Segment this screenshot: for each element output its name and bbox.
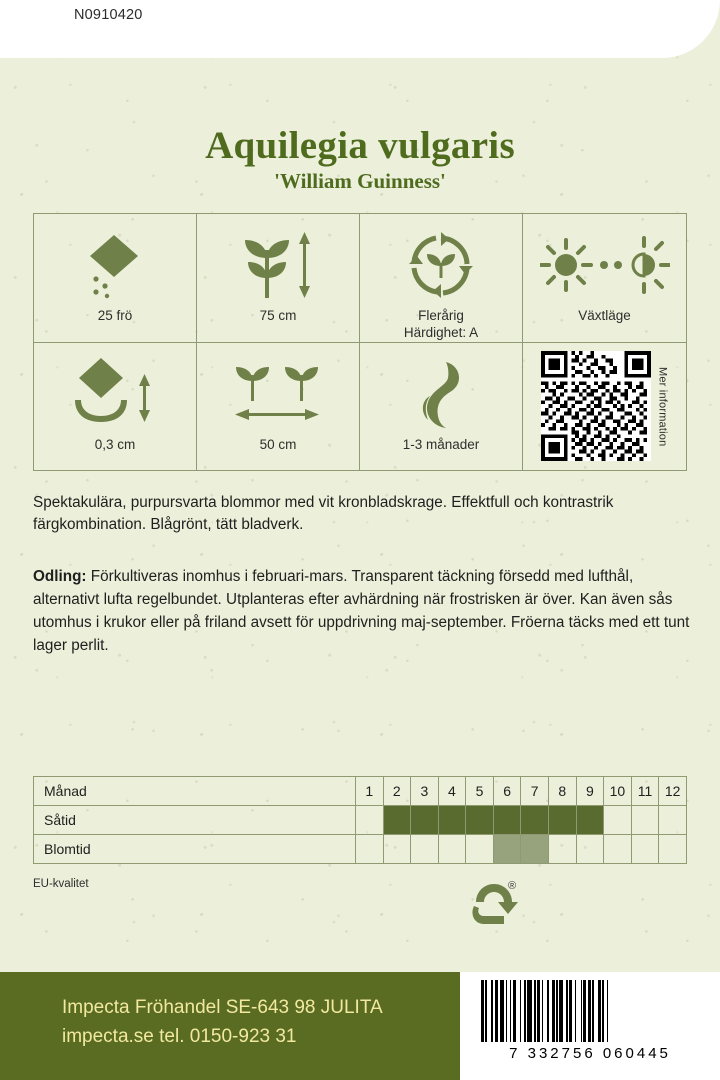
table-row-bloom <box>34 835 687 864</box>
table-row-sowing <box>34 806 687 835</box>
bloom-cell-9 <box>576 835 604 864</box>
month-header-4: 4 <box>438 777 466 806</box>
sowing-cell-4 <box>438 806 466 835</box>
row-label-sowing: Såtid <box>34 806 356 835</box>
info-label-lifecycle: Flerårig Härdighet: A <box>403 308 479 340</box>
info-label-germination: 1-3 månader <box>402 436 480 452</box>
month-header-11: 11 <box>631 777 659 806</box>
info-cell-depth <box>34 343 197 470</box>
bloom-cell-10 <box>604 835 632 864</box>
perennial-cycle-icon <box>401 228 481 302</box>
qr-code-icon[interactable] <box>541 351 651 461</box>
bloom-cell-12 <box>659 835 687 864</box>
seed-sowing-icon <box>76 228 154 302</box>
culture-instructions <box>33 566 693 658</box>
bloom-cell-3 <box>411 835 439 864</box>
plant-height-icon <box>235 228 321 302</box>
germination-time-icon <box>406 357 476 431</box>
month-header-1: 1 <box>355 777 383 806</box>
plant-spacing-icon <box>223 357 333 431</box>
sowing-cell-8 <box>548 806 576 835</box>
sowing-cell-5 <box>466 806 494 835</box>
month-header-3: 3 <box>411 777 439 806</box>
bloom-cell-8 <box>548 835 576 864</box>
sowing-cell-11 <box>631 806 659 835</box>
month-header-8: 8 <box>548 777 576 806</box>
info-cell-more-info[interactable] <box>523 343 686 470</box>
info-label-hardiness: Härdighet: A <box>403 324 479 340</box>
bloom-cell-11 <box>631 835 659 864</box>
row-label-bloom: Blomtid <box>34 835 356 864</box>
info-cell-spacing <box>197 343 360 470</box>
info-cell-height <box>197 214 360 343</box>
bloom-cell-4 <box>438 835 466 864</box>
sowing-cell-9 <box>576 806 604 835</box>
sun-position-icon <box>540 228 670 302</box>
registered-mark: ® <box>508 880 517 892</box>
sowing-cell-2 <box>383 806 411 835</box>
bloom-cell-6 <box>493 835 521 864</box>
info-label-seed-count: 25 frö <box>97 308 133 323</box>
bloom-cell-2 <box>383 835 411 864</box>
description-text: Spektakulära, purpursvarta blommor med vit kronbladskrage. Effektfull och kontrastrik färgkombination. Blågrönt, tätt bladverk. <box>33 494 614 533</box>
footer-line-1: Impecta Fröhandel SE-643 98 JULITA <box>62 997 383 1018</box>
footer-address <box>62 994 383 1051</box>
info-cell-seed-count <box>34 214 197 343</box>
table-row-header <box>34 777 687 806</box>
sowing-cell-6 <box>493 806 521 835</box>
bloom-cell-5 <box>466 835 494 864</box>
latin-name: Aquilegia vulgaris <box>205 124 515 167</box>
title-block <box>0 126 720 194</box>
info-label-more-info: Mer information <box>656 366 669 447</box>
eu-quality-label: EU-kvalitet <box>33 878 89 890</box>
sowing-depth-icon <box>67 357 163 431</box>
culture-text: Förkultiveras inomhus i februari-mars. Transparent täckning försedd med lufthål, alternativt lufta regelbundet. Utplanteras efter avhärdning när frostrisken är över. Kan även sås utomhus i krukor eller på friland avsett för uppdrivning maj-september. Fröerna täcks med ett tunt lager perlit. <box>33 568 690 654</box>
month-header-2: 2 <box>383 777 411 806</box>
bloom-cell-1 <box>355 835 383 864</box>
barcode-digits: 7 332756 060445 <box>509 1045 671 1062</box>
month-header-10: 10 <box>604 777 632 806</box>
month-header-5: 5 <box>466 777 494 806</box>
sowing-cell-10 <box>604 806 632 835</box>
culture-heading: Odling: <box>33 568 87 585</box>
sowing-cell-1 <box>355 806 383 835</box>
cultivar-name: 'William Guinness' <box>274 168 446 193</box>
barcode-bars <box>481 980 699 1042</box>
sowing-cell-3 <box>411 806 439 835</box>
barcode <box>460 972 720 1080</box>
sowing-calendar-table <box>33 776 687 864</box>
month-header-6: 6 <box>493 777 521 806</box>
info-label-height: 75 cm <box>259 308 297 323</box>
info-label-position: Växtläge <box>578 308 631 323</box>
info-label-depth: 0,3 cm <box>94 436 136 452</box>
info-cell-germination <box>360 343 523 470</box>
info-cell-position <box>523 214 686 343</box>
info-label-spacing: 50 cm <box>259 436 297 452</box>
month-header-9: 9 <box>576 777 604 806</box>
month-header-12: 12 <box>659 777 687 806</box>
sowing-cell-12 <box>659 806 687 835</box>
month-header-7: 7 <box>521 777 549 806</box>
info-cell-lifecycle <box>360 214 523 343</box>
icon-info-grid <box>33 213 687 471</box>
footer-bar <box>0 972 720 1080</box>
table-header-label: Månad <box>34 777 356 806</box>
article-number: N0910420 <box>74 7 143 23</box>
bloom-cell-7 <box>521 835 549 864</box>
sowing-cell-7 <box>521 806 549 835</box>
footer-line-2: impecta.se tel. 0150-923 31 <box>62 1025 297 1047</box>
